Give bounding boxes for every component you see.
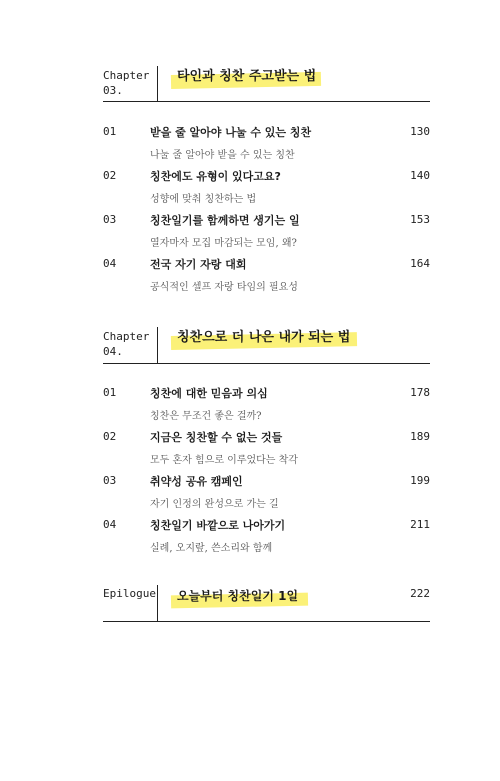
chapter-word: Chapter <box>103 330 150 343</box>
toc-entry[interactable] <box>103 257 430 297</box>
entry-subtitle: 모두 혼자 힘으로 이루었다는 착각 <box>150 455 298 466</box>
epilogue-divider-line <box>157 585 158 621</box>
epilogue-page: 222 <box>410 587 430 600</box>
entry-title: 취약성 공유 캠페인 <box>150 475 243 488</box>
entry-subtitle: 자기 인정의 완성으로 가는 길 <box>150 499 279 510</box>
entry-title: 지금은 칭찬할 수 없는 것들 <box>150 431 283 444</box>
entry-subtitle: 칭찬은 무조건 좋은 걸까? <box>150 411 262 422</box>
entry-subtitle: 공식적인 셀프 자랑 타임의 필요성 <box>150 282 298 293</box>
chapter-03-title: 타인과 칭찬 주고받는 법 <box>177 69 317 84</box>
entry-subtitle: 성향에 맞춰 칭찬하는 법 <box>150 194 257 205</box>
chapter-03-label <box>103 68 149 98</box>
entry-title: 칭찬일기 바깥으로 나아가기 <box>150 519 286 532</box>
toc-entry[interactable] <box>103 125 430 165</box>
entry-page: 164 <box>410 257 430 270</box>
entry-page: 153 <box>410 213 430 226</box>
chapter-04-title: 칭찬으로 더 나은 내가 되는 법 <box>177 330 351 345</box>
chapter-number: 04. <box>103 345 123 358</box>
entry-number: 04 <box>103 257 117 270</box>
entry-page: 211 <box>410 518 430 531</box>
entry-page: 130 <box>410 125 430 138</box>
entry-title: 칭찬일기를 함께하면 생기는 일 <box>150 214 300 227</box>
chapter-number: 03. <box>103 84 123 97</box>
entry-subtitle: 열자마자 모집 마감되는 모임, 왜? <box>150 238 297 249</box>
entry-page: 189 <box>410 430 430 443</box>
epilogue-label: Epilogue <box>103 587 156 600</box>
chapter-divider-line <box>157 66 158 102</box>
chapter-word: Chapter <box>103 69 150 82</box>
toc-entry[interactable] <box>103 474 430 514</box>
toc-entry[interactable] <box>103 386 430 426</box>
entry-page: 178 <box>410 386 430 399</box>
entry-subtitle: 나눌 줄 알아야 받을 수 있는 칭찬 <box>150 150 295 161</box>
entry-subtitle: 실례, 오지랖, 쓴소리와 함께 <box>150 543 273 554</box>
chapter-04-label <box>103 329 149 359</box>
epilogue-title: 오늘부터 칭찬일기 1일 <box>177 589 299 603</box>
entry-title: 칭찬에도 유형이 있다고요? <box>150 170 281 183</box>
entry-number: 01 <box>103 386 117 399</box>
chapter-rule <box>103 101 430 102</box>
toc-entry[interactable] <box>103 518 430 558</box>
chapter-divider-line <box>157 327 158 363</box>
toc-entry[interactable] <box>103 213 430 253</box>
entry-page: 140 <box>410 169 430 182</box>
toc-entry[interactable] <box>103 169 430 209</box>
entry-title: 칭찬에 대한 믿음과 의심 <box>150 387 268 400</box>
entry-number: 01 <box>103 125 117 138</box>
epilogue-rule <box>103 621 430 622</box>
entry-number: 02 <box>103 430 117 443</box>
entry-title: 받을 줄 알아야 나눌 수 있는 칭찬 <box>150 126 312 139</box>
entry-number: 03 <box>103 474 117 487</box>
entry-number: 03 <box>103 213 117 226</box>
entry-page: 199 <box>410 474 430 487</box>
entry-number: 04 <box>103 518 117 531</box>
entry-number: 02 <box>103 169 117 182</box>
chapter-rule <box>103 363 430 364</box>
toc-entry[interactable] <box>103 430 430 470</box>
entry-title: 전국 자기 자랑 대회 <box>150 258 247 271</box>
